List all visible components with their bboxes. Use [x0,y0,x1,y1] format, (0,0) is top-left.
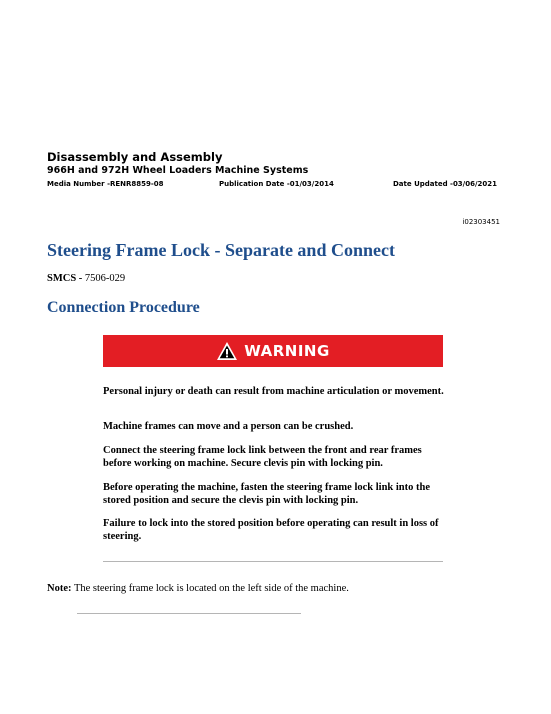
note-text: The steering frame lock is located on the left side of the machine. [73,583,349,594]
publication-date: Publication Date -01/03/2014 [219,180,334,188]
note [47,583,349,594]
warning-banner [103,335,443,367]
smcs-label: SMCS - [47,273,83,284]
date-updated: Date Updated -03/06/2021 [393,180,498,188]
warning-triangle-icon [216,341,238,361]
page-title: Steering Frame Lock - Separate and Connect [47,240,395,260]
footer-divider [77,613,301,614]
document-id: i02303451 [462,218,500,226]
document-title: Disassembly and Assembly [47,150,223,164]
document-subtitle: 966H and 972H Wheel Loaders Machine Systems [47,165,309,176]
warning-paragraph: Failure to lock into the stored position before operating can result in loss of steering. [103,518,439,542]
warning-paragraph: Connect the steering frame lock link between the front and rear frames before working on machine. Secure clevis pin with locking pin. [103,445,422,469]
note-label: Note: [47,583,72,594]
warning-label: WARNING [244,342,330,360]
warning-divider [103,561,443,562]
section-title: Connection Procedure [47,299,200,316]
smcs-code [47,273,125,284]
warning-paragraph: Personal injury or death can result from machine articulation or movement. [103,386,444,397]
media-number: Media Number -RENR8859-08 [47,180,164,188]
warning-paragraph: Machine frames can move and a person can be crushed. [103,421,354,432]
warning-paragraph: Before operating the machine, fasten the steering frame lock link into the stored position and secure the clevis pin with locking pin. [103,482,431,506]
smcs-value: 7506-029 [84,273,126,284]
